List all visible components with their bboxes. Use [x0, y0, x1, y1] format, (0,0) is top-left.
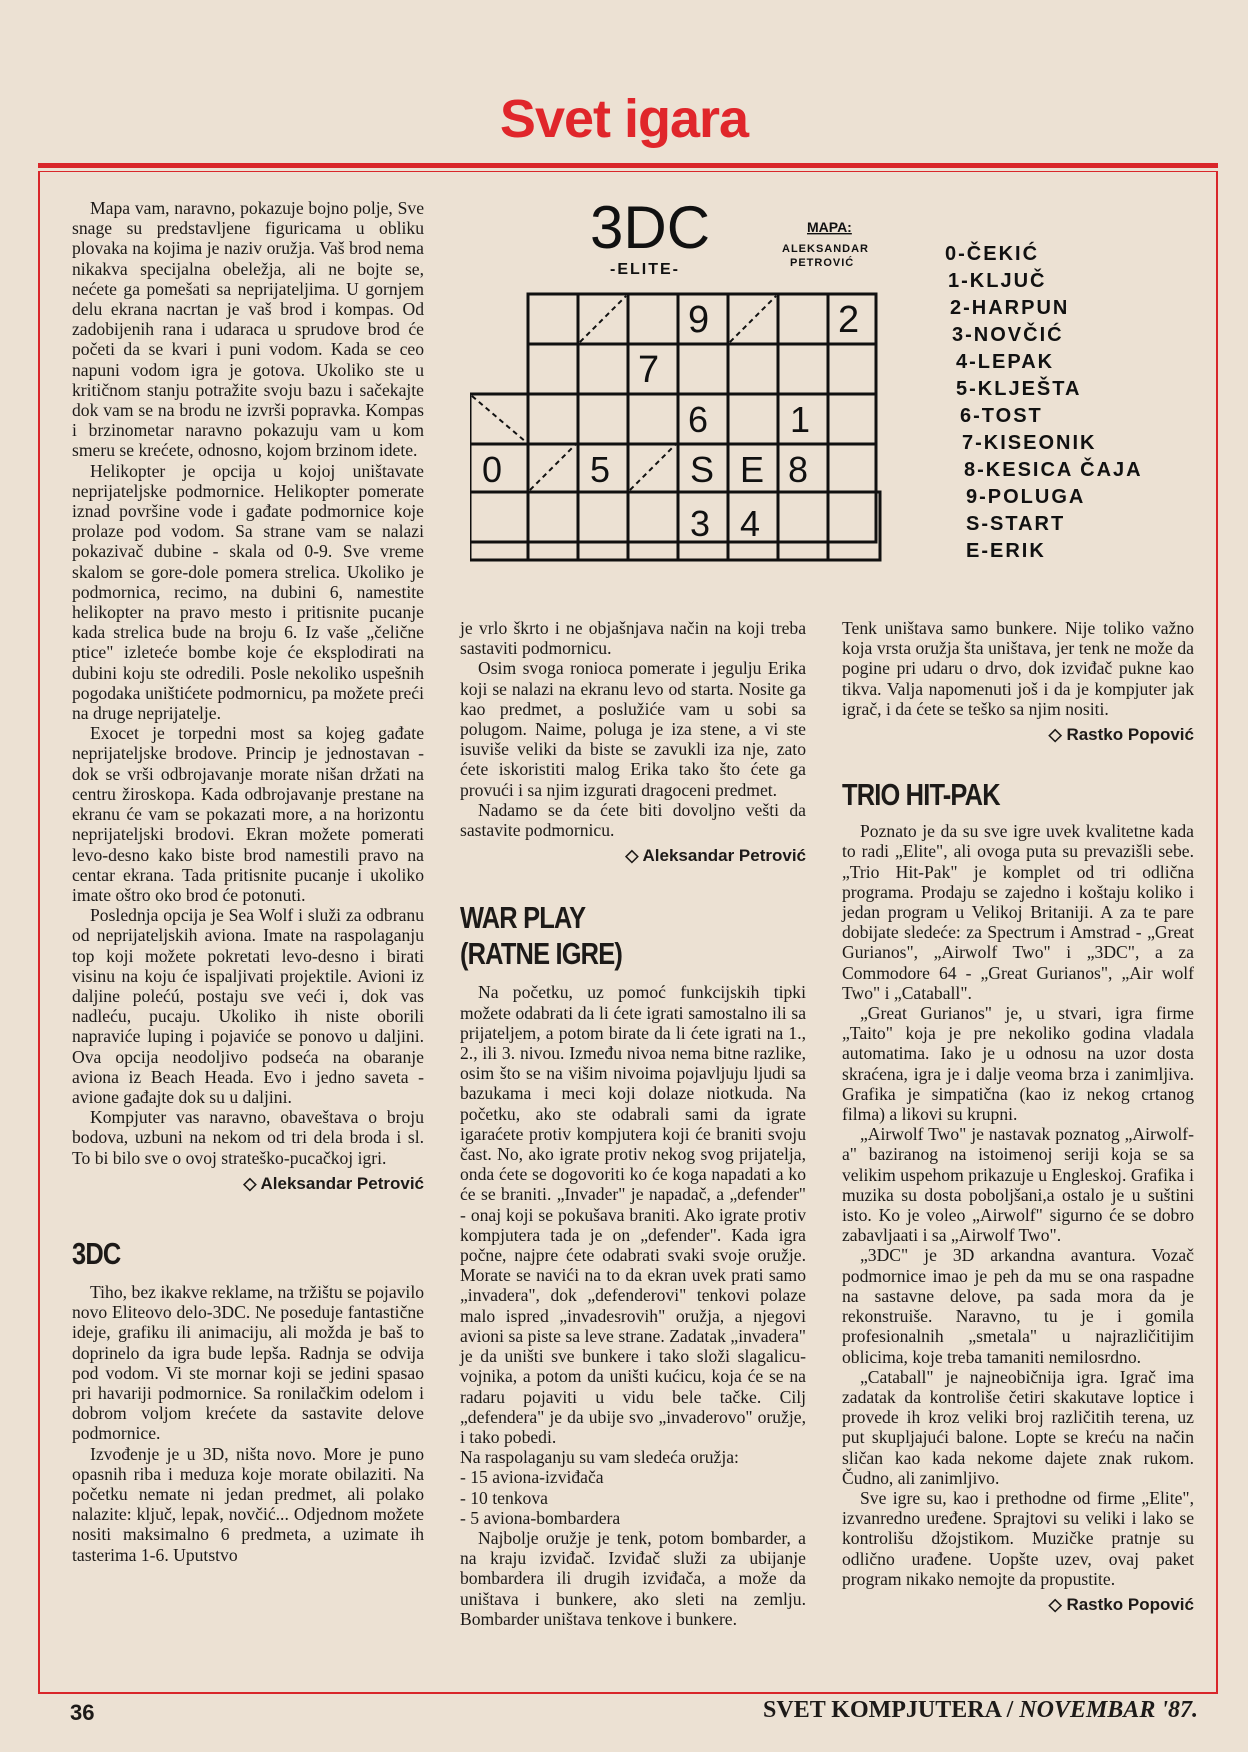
col2-paragraph: Na početku, uz pomoć funkcijskih tipki možete odabrati da li ćete igrati samostalno ili sa prijateljem, a potom birate da li ćete igrati na 1., 2., ili 3. nivou. Između nivoa nema bitne razlike, osim što se na višim nivoima pojavljuju ljudi sa bazukama i meci koji dolaze niotkuda. Na početku, ako ste odabrali sami da igrate igaraćete protiv kompjutera koji će braniti svoju čast. No, ako igrate protiv nekog svog prijatelja, onda ćete se dogovoriti ko će koga napadati a ko će se braniti. „Invader" je napadač, a „defender" - onaj koji se pokušava braniti. Ako igrate protiv kompjutera tada je on „defender". Kada igra počne, najpre ćete odabrati svaki svoje oružje. Morate se navići na to da ekran uvek prati samo „invadera", dok „defenderovi" tenkovi polaze malo ispred „invadesrovih" oružja, a njegovi avioni sa piste sa leve strane. Zadatak „invadera" je da uništi sve bunkere i tako složi slagalicu-vojnika, a potom da uništi kućicu, koja će se na radaru pojaviti u vidu bele tačke. Cilj „defendera" je da ubije svo „invaderovo" oružje, i tako pobedi. [460, 982, 806, 1447]
legend-item: 3-NOVČIĆ [952, 324, 1064, 346]
weapon-item: - 15 aviona-izviđača [460, 1467, 604, 1488]
map-legend [945, 241, 1143, 562]
map-author-line1: ALEKSANDAR [782, 243, 869, 255]
legend-item: 5-KLJEŠTA [956, 378, 1082, 400]
col2-paragraph: Na raspolaganju su vam sledeća oružja: [460, 1447, 739, 1468]
map-cell: S [690, 449, 715, 490]
legend-item: 4-LEPAK [956, 351, 1055, 373]
col3-paragraph: „Airwolf Two" je nastavak poznatog „Airwolf-a" baziranog na istoimenoj seriji koja se sa velikim uspehom prikazuje u Engleskoj. Grafika i muzika su dosta poboljšani,a ostalo je u suštini isto. Ko je voleo „Airwolf" sigurno će se dobro zabavljaati i sa „Airwolf Two". [842, 1124, 1194, 1246]
col1-paragraph: Mapa vam, naravno, pokazuje bojno polje, Sve snage su predstavljene figuricama u obliku plovaka na kojima je naziv oružja. Vaš brod nema nikakva specijalna obeležja, ali ne bojte se, nećete ga pomešati sa neprijateljima. U gornjem delu ekrana nacrtan je vaš brod i kompas. Od zadobijenih rana i udaraca u sprudove brod će početi da se kvari i puni vodom. Kada se ceo napuni vodom igra je gotova. Ukoliko ste u kritičnom stanju potražite svoju bazu i sačekajte dok vam se na brodu ne izvrši popravka. Kompas i brzinometar naravno pokazuju vam u kom smeru se krećete, odnosno, kojom brzinom idete. [72, 198, 424, 461]
map-cell: E [740, 449, 765, 490]
legend-item: 0-ČEKIĆ [945, 243, 1040, 265]
map-title: 3DC [590, 194, 711, 261]
col3-paragraph: „3DC" je 3D arkandna avantura. Vozač podmornice imao je peh da mu se ona raspadne na sastavne delove, pa sada mora da je rekonstruiše. Naravno, tu je i gomila profesionalnih „smetala" u najrazličitijim oblicima, koje treba tamaniti nemilosrdno. [842, 1245, 1194, 1367]
col2-paragraph: Osim svoga ronioca pomerate i jegulju Erika koji se nalazi na ekranu levo od starta. Nosite ga kao predmet, a poslužiće vam u sobi sa polugom. Naime, poluga je iza stene, a vi ste isuviše veliki da biste se zavukli iza nje, zato ćete iskoristiti malog Erika tako što ćete ga provući i sa njim izgurati dragoceni predmet. [460, 658, 806, 800]
col3-signature: ◇ Rastko Popović [1048, 1594, 1194, 1614]
legend-item: 8-KESICA ČAJA [964, 459, 1143, 481]
col1-paragraph: Kompjuter vas naravno, obaveštava o broju bodova, uzbuni na nekom od tri dela broda i sl. To bi bilo sve o ovoj strateško-pucačkoj igri. [72, 1107, 424, 1168]
col3-paragraph: „Cataball" je najneobičnija igra. Igrač ima zadatak da kontroliše četiri skakutave loptice i provede ih kroz veliki broj različitih terena, uz put skupljajući balone. Lopte se kreću na način sličan kao kada nekome dajete znak rukom. Čudno, ali zanimljivo. [842, 1366, 1194, 1488]
col1-paragraph: Exocet je torpedni most sa kojeg gađate neprijateljske brodove. Princip je jednostavan - dok se vrši odbrojavanje morate nišan držati na centru žiroskopa. Kada odbrojavanje prestane na ekranu će vam se pokazati more, a na horizontu neprijateljski brodovi. Ekran možete pomerati levo-desno kako biste brod namestili pravo na centar ekrana. Tada pritisnite pucanje i ukoliko imate oštro oko brod će potonuti. [72, 723, 424, 905]
col3-paragraph: „Great Gurianos" je, u stvari, igra firme „Taito" koja je pre nekoliko godina vladala automatima. Iako je u odnosu na uzor dosta skraćena, igra je i dalje veoma brza i zanimljiva. Grafika je simpatična (kao iz nekog crtanog filma) a likovi su krupni. [842, 1003, 1194, 1125]
map-grid [470, 294, 880, 560]
article-heading-war-play: WAR PLAY [460, 900, 586, 936]
col2-signature: ◇ Aleksandar Petrović [625, 846, 806, 866]
map-cell: 3 [690, 503, 711, 544]
map-subtitle: -ELITE- [610, 261, 680, 278]
weapons-list [460, 1467, 806, 1528]
article-heading-3dc: 3DC [72, 1235, 121, 1271]
page-number: 36 [70, 1700, 95, 1725]
map-cell: 7 [638, 349, 660, 391]
map-cell: 8 [788, 449, 809, 490]
article-heading-ratne-igre: (RATNE IGRE) [460, 936, 622, 972]
legend-item: 1-KLJUČ [948, 270, 1047, 292]
legend-item: E-ERIK [966, 540, 1046, 562]
legend-item: S-START [966, 513, 1066, 535]
col1-paragraph: Helikopter je opcija u kojoj uništavate neprijateljske podmornice. Helikopter pomerate iznad površine vode i gađate podmornice koje prolaze pod vodom. Sa strane vam se nalazi pokazivač dubine - skala od 0-9. Sve vreme skalom se gore-dole pomera strelica. Ukoliko je podmornica, recimo, na dubini 6, namestite helikopter na pravo mesto i pritisnite pucanje kada strelica bude na broju 6. Iz vaše „čelične ptice" izleteće bombe koje će eksplodirati na dubini koju ste odredili. Posle nekoliko uspešnih pogodaka uništićete podmornicu, pa možete preći na druge neprijatelje. [72, 460, 424, 724]
map-cell: 9 [688, 299, 710, 341]
col2-paragraph: je vrlo škrto i ne objašnjava način na koji treba sastaviti podmornicu. [460, 618, 806, 659]
map-cell: 5 [590, 449, 611, 490]
column-2 [460, 618, 806, 1629]
col1-paragraph: Tiho, bez ikakve reklame, na tržištu se pojavilo novo Eliteovo delo-3DC. Ne poseduje fantastične ideje, grafiku ili animaciju, ali možda je baš to doprinelo da igra bude lepša. Radnja se odvija pod vodom. Vi ste mornar koji se jedini spasao pri havariji podmornice. Sa ronilačkim odelom i dobrom voljom krećete da sastavite delove podmornice. [72, 1281, 424, 1444]
col3-paragraph: Tenk uništava samo bunkere. Nije toliko važno koja vrsta oružja šta uništava, jer tenk ne može da pogine pri udaru o drvo, dok izviđač pukne kao tikva. Valja napomenuti još i da je kompjuter jak igrač, i da ćete se teško sa njim nositi. [842, 618, 1194, 719]
legend-item: 7-KISEONIK [962, 432, 1097, 454]
publication-footer [763, 1697, 1198, 1724]
section-title: Svet igara [499, 89, 749, 149]
map-cell: 0 [482, 449, 503, 490]
col1-signature: ◇ Aleksandar Petrović [243, 1173, 424, 1193]
game-map-illustration [470, 190, 1190, 590]
column-3 [842, 618, 1194, 1615]
col3-paragraph: Sve igre su, kao i prethodne od firme „Elite", izvanredno uređene. Sprajtovi su veliki i lako se kontrolišu džojstikom. Muzičke pratnje su odlično urađene. Uopšte uzev, ovaj paket program nikako nemojte da propustite. [842, 1487, 1194, 1589]
col1-paragraph: Poslednja opcija je Sea Wolf i služi za odbranu od neprijateljskih aviona. Imate na raspolaganju top koji možete pokretati levo-desno i birati visinu na koju će ispaljivati projektile. Avioni iz daljine polećú, postaju sve veći i, dok vas nadleću, pucaju. Ukoliko ih niste oborili napraviće luping i pojaviće se ponovo u daljini. Ova opcija neodoljivo podseća na obaranje aviona iz Beach Heada. Evo i jedno saveta - avione gađajte dok su u daljini. [72, 905, 424, 1107]
map-author-line2: PETROVIĆ [790, 257, 855, 269]
weapon-item: - 5 aviona-bombardera [460, 1507, 621, 1528]
map-cell: 1 [790, 399, 811, 440]
col3-signature: ◇ Rastko Popović [1048, 725, 1194, 745]
col2-paragraph: Najbolje oružje je tenk, potom bombarder, a na kraju izviđač. Izviđač služi za ubijanje bombardera ili drugih izviđača, a može da uništava i bunkere, ako sleti na zemlju. Bombarder uništava tenkove i bunkere. [460, 1527, 806, 1629]
legend-item: 9-POLUGA [966, 486, 1086, 508]
legend-item: 6-TOST [960, 405, 1043, 427]
legend-item: 2-HARPUN [950, 297, 1070, 319]
weapon-item: - 10 tenkova [460, 1487, 548, 1508]
col2-paragraph: Nadamo se da ćete biti dovoljno vešti da sastavite podmornicu. [460, 799, 806, 841]
column-1 [72, 198, 424, 1565]
issue-date: NOVEMBAR '87. [1019, 1697, 1198, 1723]
map-author-label: MAPA: [807, 219, 852, 235]
col3-paragraph: Poznato je da su sve igre uvek kvalitetne kada to radi „Elite", ali ovoga puta su prevazišli sebe. „Trio Hit-Pak" je komplet od tri odlična programa. Prodaju se zajedno i koštaju koliko i jedan program u Velikoj Britaniji. A za te pare dobijate sledeće: za Spectrum i Amstrad - „Great Gurianos", „Airwolf Two" i „3DC", a za Commodore 64 - „Great Gurianos", „Air wolf Two" i „Cataball". [842, 821, 1194, 1003]
map-cell: 2 [838, 299, 860, 341]
col1-paragraph: Izvođenje je u 3D, ništa novo. More je puno opasnih riba i meduza koje morate obilaziti. Na početku nemate ni jedan predmet, ali polako nalazite: ključ, lepak, novčić... Odjednom možete nositi maksimalno 6 predmeta, a uzimate ih tasterima 1-6. Uputstvo [72, 1443, 424, 1565]
top-rule [38, 163, 1218, 168]
publication-name: SVET KOMPJUTERA / [763, 1697, 1014, 1723]
map-cell: 4 [740, 503, 761, 544]
article-heading-trio-hit-pak: TRIO HIT-PAK [842, 777, 1000, 813]
map-cell: 6 [688, 399, 709, 440]
